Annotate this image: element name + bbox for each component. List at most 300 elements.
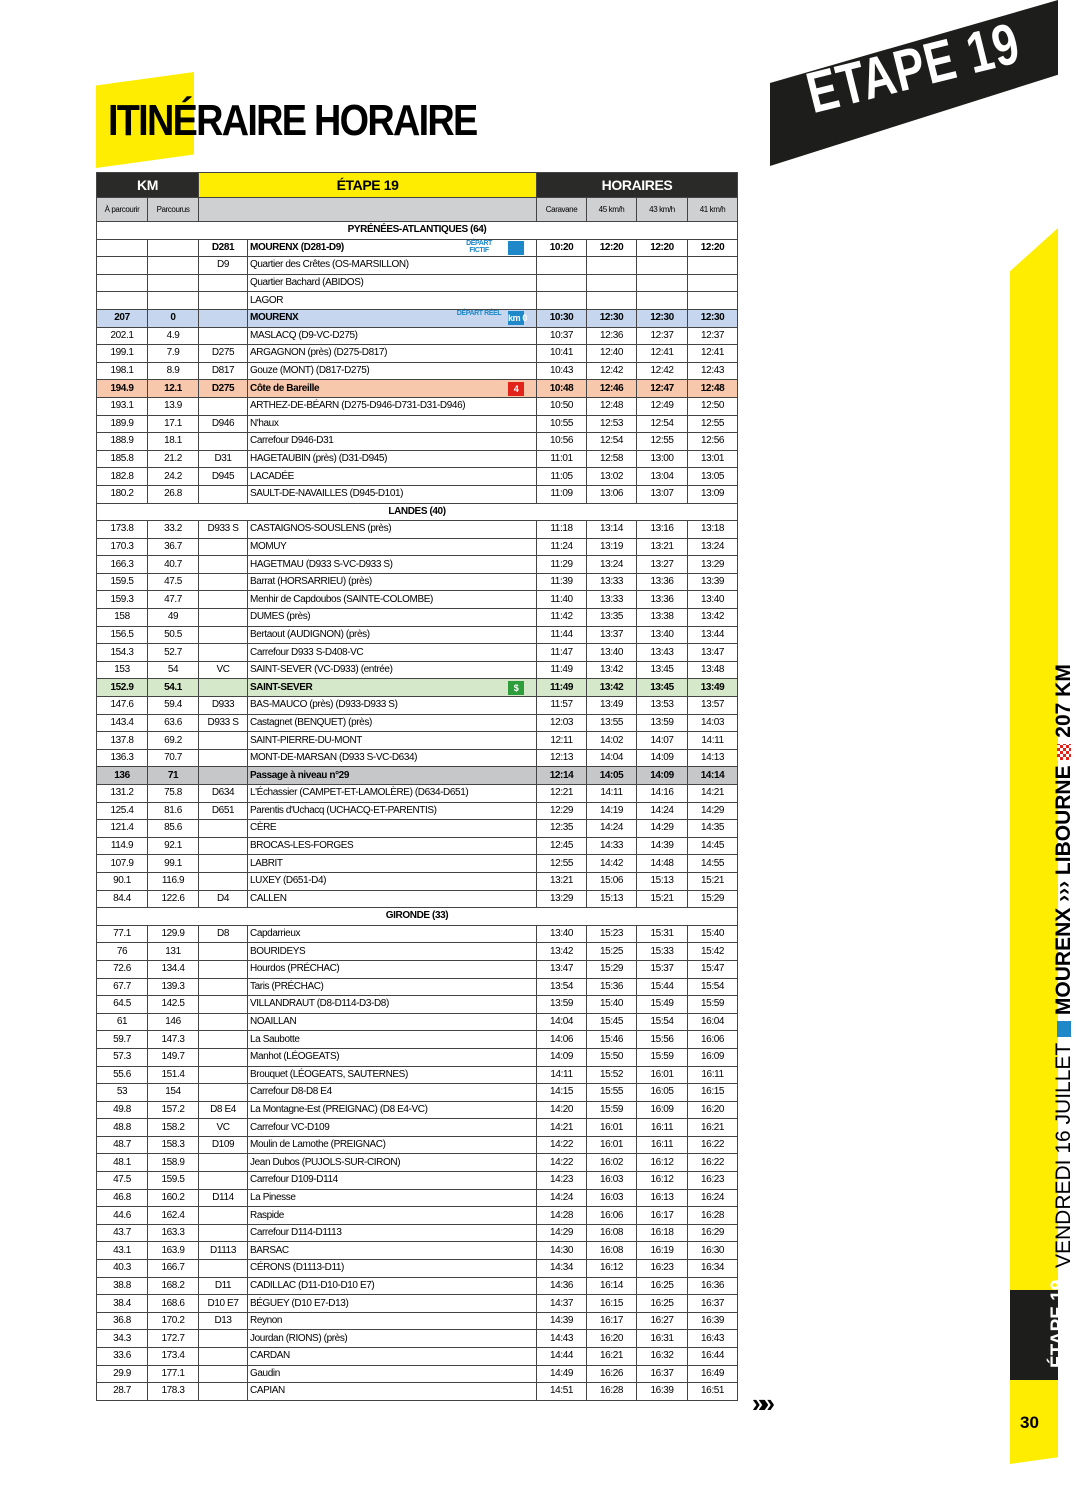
km-remaining: 189.9: [97, 415, 148, 433]
flag-icon: [1057, 1021, 1071, 1037]
time-45kmh: 16:12: [587, 1260, 637, 1278]
time-caravane: 14:11: [537, 1066, 587, 1084]
time-41kmh: 16:24: [688, 1189, 738, 1207]
time-45kmh: 15:06: [587, 872, 637, 890]
time-41kmh: 16:51: [688, 1383, 738, 1401]
time-caravane: 14:20: [537, 1101, 587, 1119]
location-name: NOAILLAN: [250, 1016, 297, 1028]
table-row: [97, 1383, 738, 1401]
location: [248, 943, 537, 961]
time-41kmh: 15:59: [688, 996, 738, 1014]
km-done: 71: [148, 767, 199, 785]
time-41kmh: 16:09: [688, 1048, 738, 1066]
time-caravane: 11:47: [537, 644, 587, 662]
km-done: [148, 274, 199, 292]
road: [199, 573, 248, 591]
road: [199, 274, 248, 292]
table-row: [97, 521, 738, 539]
road: [199, 1172, 248, 1190]
location: [248, 1172, 537, 1190]
flag-icon: [508, 241, 524, 255]
km-remaining: 43.1: [97, 1242, 148, 1260]
header-etape: ÉTAPE 19: [199, 173, 537, 198]
itinerary-body: [97, 222, 738, 1401]
departure-tag: DÉPART FICTIF: [466, 239, 492, 254]
road: [199, 1084, 248, 1102]
location: [248, 292, 537, 310]
km-done: 40.7: [148, 556, 199, 574]
time-caravane: 10:50: [537, 397, 587, 415]
km-remaining: 159.3: [97, 591, 148, 609]
location-name: CÉRONS (D1113-D11): [250, 1262, 344, 1274]
road: D945: [199, 468, 248, 486]
km-remaining: 152.9: [97, 679, 148, 697]
time-45kmh: 16:02: [587, 1154, 637, 1172]
location: [248, 1119, 537, 1137]
location-name: BÉGUEY (D10 E7-D13): [250, 1297, 349, 1309]
location: [248, 1277, 537, 1295]
side-route: MOURENX ››› LIBOURNE: [1052, 765, 1075, 1016]
subheader-41kmh: 41 km/h: [688, 198, 738, 222]
km-remaining: 153: [97, 661, 148, 679]
time-caravane: 12:29: [537, 802, 587, 820]
location: [248, 609, 537, 627]
time-45kmh: 13:42: [587, 679, 637, 697]
time-41kmh: 13:47: [688, 644, 738, 662]
time-41kmh: 13:01: [688, 450, 738, 468]
time-caravane: 13:40: [537, 925, 587, 943]
km-done: 70.7: [148, 749, 199, 767]
road: [199, 1048, 248, 1066]
table-row: [97, 309, 738, 327]
time-43kmh: 13:40: [637, 626, 688, 644]
time-43kmh: 16:27: [637, 1312, 688, 1330]
time-41kmh: 12:48: [688, 380, 738, 398]
km-remaining: 77.1: [97, 925, 148, 943]
km-remaining: 29.9: [97, 1365, 148, 1383]
location: [248, 1242, 537, 1260]
time-41kmh: 16:20: [688, 1101, 738, 1119]
table-row: [97, 327, 738, 345]
time-45kmh: 13:35: [587, 609, 637, 627]
km-remaining: 166.3: [97, 556, 148, 574]
location-name: Gaudin: [250, 1367, 280, 1379]
km-remaining: 57.3: [97, 1048, 148, 1066]
km-done: 8.9: [148, 362, 199, 380]
km-done: 12.1: [148, 380, 199, 398]
time-45kmh: 14:42: [587, 855, 637, 873]
km-remaining: 107.9: [97, 855, 148, 873]
time-caravane: 14:43: [537, 1330, 587, 1348]
time-45kmh: 14:04: [587, 749, 637, 767]
location: [248, 802, 537, 820]
time-41kmh: 15:21: [688, 872, 738, 890]
km-remaining: 136: [97, 767, 148, 785]
km-remaining: 193.1: [97, 397, 148, 415]
table-row: [97, 1119, 738, 1137]
time-caravane: 11:49: [537, 661, 587, 679]
km-remaining: 170.3: [97, 538, 148, 556]
location: [248, 872, 537, 890]
km-done: 116.9: [148, 872, 199, 890]
road: [199, 855, 248, 873]
table-row: [97, 837, 738, 855]
km-remaining: 64.5: [97, 996, 148, 1014]
time-43kmh: 12:47: [637, 380, 688, 398]
time-43kmh: 14:48: [637, 855, 688, 873]
time-43kmh: 16:25: [637, 1295, 688, 1313]
time-caravane: 14:30: [537, 1242, 587, 1260]
km-remaining: 55.6: [97, 1066, 148, 1084]
location-name: SAINT-SEVER: [250, 681, 313, 693]
location-name: LAGOR: [250, 294, 284, 306]
time-43kmh: 13:00: [637, 450, 688, 468]
table-row: [97, 239, 738, 257]
time-43kmh: 12:20: [637, 239, 688, 257]
table-row: [97, 1295, 738, 1313]
time-45kmh: 13:33: [587, 573, 637, 591]
table-row: [97, 1084, 738, 1102]
time-43kmh: 14:24: [637, 802, 688, 820]
time-41kmh: 16:22: [688, 1136, 738, 1154]
subheader-parcourus: Parcourus: [148, 198, 199, 222]
time-43kmh: 16:37: [637, 1365, 688, 1383]
location: [248, 1224, 537, 1242]
table-row: [97, 1207, 738, 1225]
time-caravane: 10:30: [537, 309, 587, 327]
km-remaining: 33.6: [97, 1348, 148, 1366]
road: [199, 626, 248, 644]
km-remaining: 61: [97, 1013, 148, 1031]
road: D933 S: [199, 521, 248, 539]
km-done: 52.7: [148, 644, 199, 662]
time-41kmh: 15:47: [688, 960, 738, 978]
km-done: 49: [148, 609, 199, 627]
time-41kmh: 13:40: [688, 591, 738, 609]
location: [248, 1031, 537, 1049]
time-caravane: 11:05: [537, 468, 587, 486]
km-remaining: 38.4: [97, 1295, 148, 1313]
table-row: [97, 697, 738, 715]
location-name: Jean Dubos (PUJOLS-SUR-CIRON): [250, 1156, 401, 1168]
location: [248, 1260, 537, 1278]
km-done: 142.5: [148, 996, 199, 1014]
time-43kmh: 12:42: [637, 362, 688, 380]
location-name: CAPIAN: [250, 1385, 285, 1397]
time-41kmh: 15:42: [688, 943, 738, 961]
km-remaining: 136.3: [97, 749, 148, 767]
time-45kmh: 16:17: [587, 1312, 637, 1330]
time-43kmh: 12:41: [637, 345, 688, 363]
time-caravane: 10:55: [537, 415, 587, 433]
location: [248, 573, 537, 591]
time-43kmh: 13:53: [637, 697, 688, 715]
time-43kmh: 15:37: [637, 960, 688, 978]
time-caravane: 14:39: [537, 1312, 587, 1330]
time-41kmh: 13:18: [688, 521, 738, 539]
time-41kmh: 13:49: [688, 679, 738, 697]
time-43kmh: 15:56: [637, 1031, 688, 1049]
time-41kmh: 16:44: [688, 1348, 738, 1366]
time-caravane: 14:29: [537, 1224, 587, 1242]
time-41kmh: [688, 292, 738, 310]
time-45kmh: 15:55: [587, 1084, 637, 1102]
location: [248, 433, 537, 451]
location-name: HAGETMAU (D933 S-VC-D933 S): [250, 558, 393, 570]
time-caravane: 12:14: [537, 767, 587, 785]
time-caravane: 14:36: [537, 1277, 587, 1295]
time-43kmh: 13:07: [637, 485, 688, 503]
time-43kmh: 12:49: [637, 397, 688, 415]
location-name: BOURIDEYS: [250, 945, 306, 957]
time-45kmh: 13:40: [587, 644, 637, 662]
km-remaining: 137.8: [97, 732, 148, 750]
time-45kmh: [587, 257, 637, 275]
location: [248, 521, 537, 539]
time-45kmh: 15:13: [587, 890, 637, 908]
time-43kmh: 16:05: [637, 1084, 688, 1102]
table-row: [97, 591, 738, 609]
km-done: 168.2: [148, 1277, 199, 1295]
km-done: 81.6: [148, 802, 199, 820]
time-45kmh: 13:42: [587, 661, 637, 679]
time-45kmh: 15:52: [587, 1066, 637, 1084]
location-name: CALLEN: [250, 892, 287, 904]
road: [199, 732, 248, 750]
road: [199, 943, 248, 961]
time-43kmh: 16:01: [637, 1066, 688, 1084]
time-41kmh: 16:22: [688, 1154, 738, 1172]
time-41kmh: 13:05: [688, 468, 738, 486]
road: [199, 767, 248, 785]
table-row: [97, 925, 738, 943]
location-name: Carrefour D114-D1113: [250, 1227, 342, 1239]
km-remaining: 194.9: [97, 380, 148, 398]
time-41kmh: 14:11: [688, 732, 738, 750]
road: [199, 433, 248, 451]
time-43kmh: 13:21: [637, 538, 688, 556]
time-41kmh: 14:03: [688, 714, 738, 732]
location-name: ARGAGNON (près) (D275-D817): [250, 347, 388, 359]
time-43kmh: 14:07: [637, 732, 688, 750]
road: [199, 872, 248, 890]
location: [248, 538, 537, 556]
department-label: GIRONDE (33): [97, 908, 738, 926]
table-row: [97, 943, 738, 961]
km-done: 160.2: [148, 1189, 199, 1207]
time-45kmh: 15:50: [587, 1048, 637, 1066]
subheader-43kmh: 43 km/h: [637, 198, 688, 222]
road: [199, 327, 248, 345]
table-row: [97, 1031, 738, 1049]
road: [199, 1260, 248, 1278]
location: [248, 309, 537, 327]
time-45kmh: 15:46: [587, 1031, 637, 1049]
location: [248, 679, 537, 697]
time-caravane: [537, 257, 587, 275]
location-name: La Pinesse: [250, 1191, 296, 1203]
road: [199, 820, 248, 838]
road: D281: [199, 239, 248, 257]
km-remaining: 34.3: [97, 1330, 148, 1348]
km-done: 178.3: [148, 1383, 199, 1401]
time-43kmh: 16:11: [637, 1136, 688, 1154]
time-45kmh: 16:15: [587, 1295, 637, 1313]
location-name: BARSAC: [250, 1244, 289, 1256]
time-41kmh: 13:42: [688, 609, 738, 627]
climb-category-icon: 4: [508, 382, 524, 396]
location-name: Carrefour D109-D114: [250, 1174, 338, 1186]
time-45kmh: 13:06: [587, 485, 637, 503]
table-row: [97, 1013, 738, 1031]
time-45kmh: 14:11: [587, 785, 637, 803]
time-45kmh: 16:03: [587, 1172, 637, 1190]
road: D275: [199, 345, 248, 363]
table-row: [97, 1312, 738, 1330]
km-done: 47.7: [148, 591, 199, 609]
km-done: 158.9: [148, 1154, 199, 1172]
km-done: 146: [148, 1013, 199, 1031]
subheader-blank: [199, 198, 537, 222]
location: [248, 397, 537, 415]
location: [248, 485, 537, 503]
location-name: VILLANDRAUT (D8-D114-D3-D8): [250, 998, 389, 1010]
time-43kmh: 14:29: [637, 820, 688, 838]
time-caravane: 10:43: [537, 362, 587, 380]
location: [248, 345, 537, 363]
location-name: Moulin de Lamothe (PREIGNAC): [250, 1139, 386, 1151]
time-41kmh: 12:50: [688, 397, 738, 415]
time-45kmh: 12:46: [587, 380, 637, 398]
etape-banner-text: ÉTAPE 19: [800, 10, 1027, 127]
time-43kmh: 12:30: [637, 309, 688, 327]
road: VC: [199, 1119, 248, 1137]
table-row: [97, 362, 738, 380]
location: [248, 960, 537, 978]
km-remaining: 173.8: [97, 521, 148, 539]
time-41kmh: 13:57: [688, 697, 738, 715]
time-45kmh: 15:45: [587, 1013, 637, 1031]
time-43kmh: 14:09: [637, 749, 688, 767]
time-caravane: 12:55: [537, 855, 587, 873]
time-45kmh: 13:33: [587, 591, 637, 609]
time-45kmh: [587, 292, 637, 310]
table-row: [97, 820, 738, 838]
location: [248, 855, 537, 873]
time-45kmh: 13:55: [587, 714, 637, 732]
time-caravane: 14:15: [537, 1084, 587, 1102]
time-45kmh: 12:58: [587, 450, 637, 468]
road: [199, 591, 248, 609]
location-name: MOURENX: [250, 312, 299, 324]
time-caravane: [537, 292, 587, 310]
location-name: Jourdan (RIONS) (près): [250, 1332, 348, 1344]
location-name: CÈRE: [250, 822, 277, 834]
location: [248, 626, 537, 644]
page-number: 30: [1020, 1413, 1039, 1432]
road: D31: [199, 450, 248, 468]
road: D946: [199, 415, 248, 433]
table-row: [97, 292, 738, 310]
table-row: [97, 661, 738, 679]
time-caravane: 12:03: [537, 714, 587, 732]
time-41kmh: 15:54: [688, 978, 738, 996]
km-remaining: 67.7: [97, 978, 148, 996]
time-45kmh: 16:21: [587, 1348, 637, 1366]
time-caravane: 10:41: [537, 345, 587, 363]
time-caravane: 11:40: [537, 591, 587, 609]
table-row: [97, 749, 738, 767]
time-41kmh: 12:37: [688, 327, 738, 345]
page-title: [108, 96, 476, 146]
subheader-a-parcourir: À parcourir: [97, 198, 148, 222]
road: D13: [199, 1312, 248, 1330]
location-name: Carrefour D946-D31: [250, 435, 334, 447]
location: [248, 380, 537, 398]
time-43kmh: 15:49: [637, 996, 688, 1014]
km-remaining: [97, 292, 148, 310]
time-caravane: 14:22: [537, 1136, 587, 1154]
time-45kmh: [587, 274, 637, 292]
time-43kmh: [637, 257, 688, 275]
side-band: [1010, 228, 1058, 1308]
time-45kmh: 16:08: [587, 1242, 637, 1260]
time-43kmh: 13:59: [637, 714, 688, 732]
table-row: [97, 732, 738, 750]
time-45kmh: 12:40: [587, 345, 637, 363]
time-45kmh: 14:24: [587, 820, 637, 838]
location: [248, 1365, 537, 1383]
location-name: Carrefour D8-D8 E4: [250, 1086, 332, 1098]
road: D933 S: [199, 714, 248, 732]
location: [248, 1048, 537, 1066]
road: D275: [199, 380, 248, 398]
time-45kmh: 12:53: [587, 415, 637, 433]
km-done: [148, 292, 199, 310]
road: [199, 1348, 248, 1366]
km-done: 131: [148, 943, 199, 961]
road: D634: [199, 785, 248, 803]
km-remaining: 76: [97, 943, 148, 961]
location: [248, 1154, 537, 1172]
time-45kmh: 14:02: [587, 732, 637, 750]
location: [248, 1207, 537, 1225]
time-caravane: 11:24: [537, 538, 587, 556]
table-row: [97, 609, 738, 627]
time-caravane: 10:48: [537, 380, 587, 398]
header-horaires: HORAIRES: [537, 173, 738, 198]
time-caravane: 13:42: [537, 943, 587, 961]
km-remaining: 48.1: [97, 1154, 148, 1172]
km-done: 54: [148, 661, 199, 679]
time-43kmh: 15:54: [637, 1013, 688, 1031]
time-45kmh: 15:25: [587, 943, 637, 961]
road: [199, 996, 248, 1014]
time-41kmh: 16:36: [688, 1277, 738, 1295]
km-done: 21.2: [148, 450, 199, 468]
time-caravane: 11:01: [537, 450, 587, 468]
time-45kmh: 16:14: [587, 1277, 637, 1295]
location: [248, 661, 537, 679]
time-41kmh: 12:43: [688, 362, 738, 380]
km-remaining: 199.1: [97, 345, 148, 363]
location: [248, 1312, 537, 1330]
time-45kmh: 16:08: [587, 1224, 637, 1242]
time-41kmh: 12:55: [688, 415, 738, 433]
time-45kmh: 12:54: [587, 433, 637, 451]
title-rest: RAIRE HORAIRE: [196, 96, 477, 145]
km-done: 172.7: [148, 1330, 199, 1348]
